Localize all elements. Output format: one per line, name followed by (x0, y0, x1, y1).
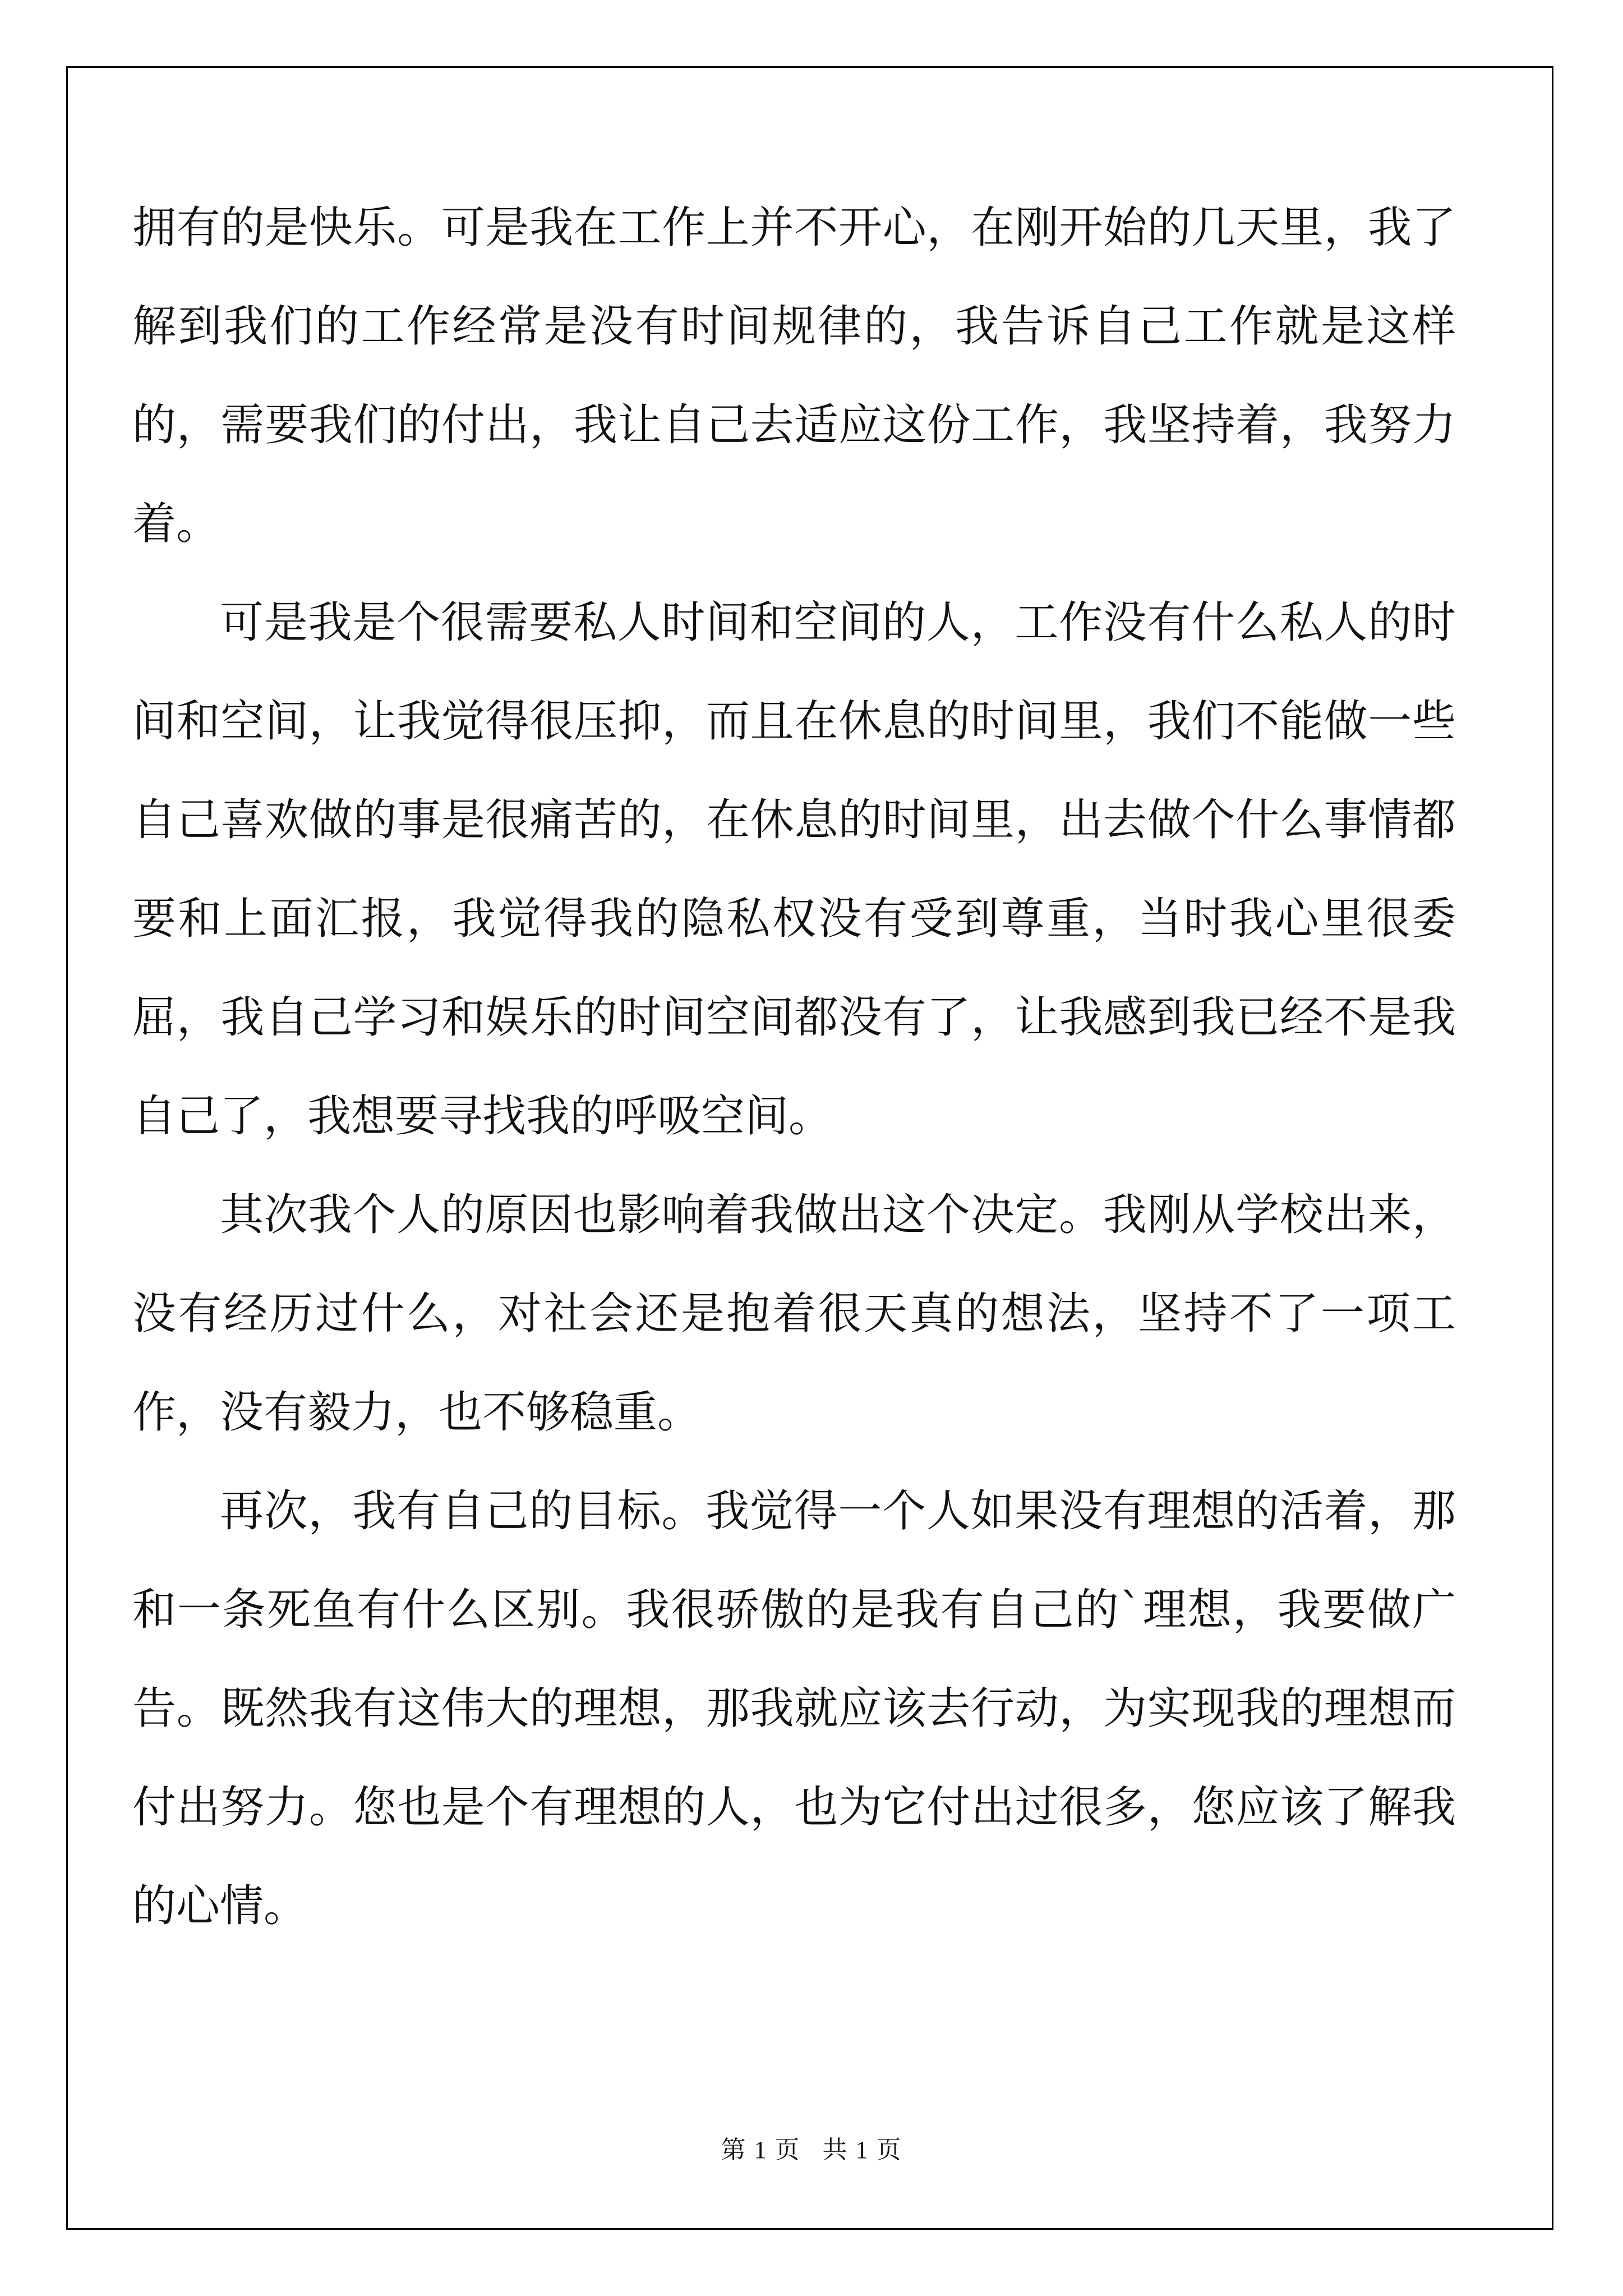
paragraph-4: 再次，我有自己的目标。我觉得一个人如果没有理想的活着，那和一条死鱼有什么区别。我很骄傲的是我有自己的`理想，我要做广告。既然我有这伟大的理想，那我就应该去行动，为实现我的理想而付出努力。您也是个有理想的人，也为它付出过很多，您应该了解我的心情。 (132, 1486, 1456, 1931)
paragraph-3: 其次我个人的原因也影响着我做出这个决定。我刚从学校出来，没有经历过什么，对社会还是抱着很天真的想法，坚持不了一项工作，没有毅力，也不够稳重。 (132, 1190, 1456, 1438)
document-body (132, 178, 1456, 1955)
paragraph-1: 拥有的是快乐。可是我在工作上并不开心，在刚开始的几天里，我了解到我们的工作经常是没有时间规律的，我告诉自己工作就是这样的，需要我们的付出，我让自己去适应这份工作，我坚持着，我努力着。 (132, 203, 1456, 549)
page-number-footer: 第 1 页 共 1 页 (721, 2136, 902, 2164)
paragraph-2: 可是我是个很需要私人时间和空间的人，工作没有什么私人的时间和空间，让我觉得很压抑，而且在休息的时间里，我们不能做一些自己喜欢做的事是很痛苦的，在休息的时间里，出去做个什么事情都要和上面汇报，我觉得我的隐私权没有受到尊重，当时我心里很委屈，我自己学习和娱乐的时间空间都没有了，让我感到我已经不是我自己了，我想要寻找我的呼吸空间。 (132, 597, 1456, 1142)
